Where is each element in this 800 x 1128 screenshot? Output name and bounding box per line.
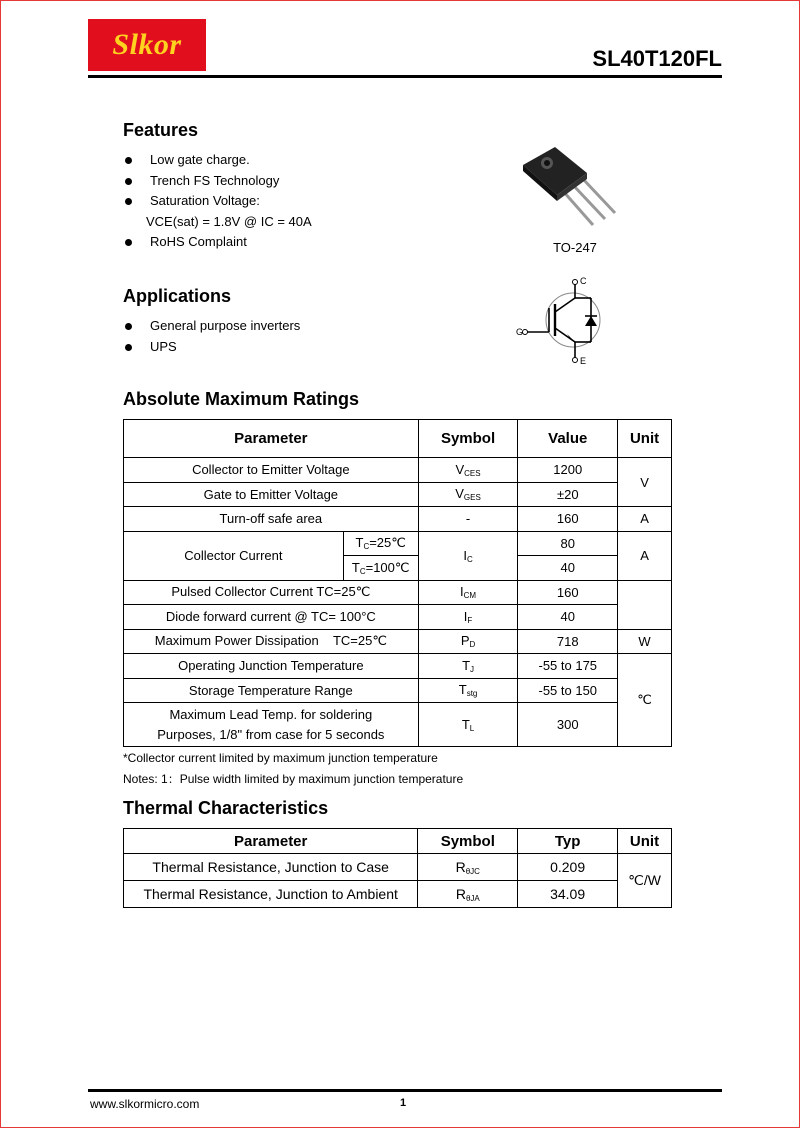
table-row: Thermal Resistance, Junction to Ambient $R_{\theta JA}$ 34.09 bbox=[124, 881, 672, 908]
table-row: Diode forward current @ TC= 100°C $I_F$ 40 bbox=[124, 605, 672, 630]
table-row: Turn-off safe area - 160 A bbox=[124, 507, 672, 532]
col-value: Value bbox=[518, 420, 618, 458]
table-header-row: Parameter Symbol Typ Unit bbox=[124, 829, 672, 854]
list-item: VCE(sat) = 1.8V @ IC = 40A bbox=[146, 213, 312, 229]
list-item: RoHS Complaint bbox=[123, 232, 312, 253]
footer-rule bbox=[88, 1089, 722, 1092]
col-symbol: Symbol bbox=[418, 420, 518, 458]
list-item: Trench FS Technology bbox=[123, 171, 312, 192]
to-247-package-icon bbox=[515, 143, 625, 238]
footer-website: www.slkormicro.com bbox=[90, 1097, 200, 1111]
table-row: Pulsed Collector Current TC=25℃ $I_{CM}$ 160 bbox=[124, 580, 672, 605]
header-rule bbox=[88, 75, 722, 78]
pin-g-label: G bbox=[516, 327, 524, 337]
list-item: General purpose inverters bbox=[123, 316, 300, 337]
note-collector: *Collector current limited by maximum junction temperature bbox=[123, 751, 438, 765]
abs-max-table bbox=[123, 419, 672, 747]
table-row: Collector Current $T_C=25℃$ $I_C$ 80 A bbox=[124, 531, 672, 556]
table-header-row bbox=[124, 420, 672, 458]
table-row: Thermal Resistance, Junction to Case $R_{\theta JC}$ 0.209 ℃/W bbox=[124, 854, 672, 881]
abs-max-title: Absolute Maximum Ratings bbox=[123, 389, 360, 409]
slkor-logo: Slkor bbox=[88, 19, 206, 71]
pin-c-label: C bbox=[580, 276, 587, 286]
note-pulse: Notes: 1：Pulse width limited by maximum junction temperature bbox=[123, 772, 464, 786]
igbt-symbol-icon bbox=[515, 272, 610, 367]
col-parameter: Parameter bbox=[124, 420, 419, 458]
thermal-table bbox=[123, 828, 672, 908]
applications-list bbox=[123, 316, 300, 357]
part-number: SL40T120FL bbox=[592, 46, 722, 71]
list-item: Low gate charge. bbox=[123, 150, 312, 171]
package-label: TO-247 bbox=[553, 240, 597, 255]
applications-title: Applications bbox=[123, 286, 232, 306]
thermal-title: Thermal Characteristics bbox=[123, 798, 329, 818]
list-item: UPS bbox=[123, 337, 300, 358]
table-row: $T_C=100℃$ 40 bbox=[124, 556, 672, 581]
col-unit: Unit bbox=[618, 420, 672, 458]
page-number: 1 bbox=[400, 1097, 407, 1109]
table-row: Maximum Power Dissipation TC=25℃ $P_D$ 718 W bbox=[124, 629, 672, 654]
table-row: Collector to Emitter Voltage $V_{CES}$ 1200 V bbox=[124, 458, 672, 483]
table-row: Operating Junction Temperature $T_J$ -55 to 175 ℃ bbox=[124, 654, 672, 679]
table-row: Maximum Lead Temp. for soldering Purposes, 1/8" from case for 5 seconds $T_L$ 300 bbox=[124, 703, 672, 747]
features-list bbox=[123, 150, 312, 253]
pin-e-label: E bbox=[580, 356, 587, 366]
list-item: Saturation Voltage: bbox=[123, 191, 312, 212]
table-row: Storage Temperature Range $T_{stg}$ -55 to 150 bbox=[124, 678, 672, 703]
features-title: Features bbox=[123, 120, 199, 140]
table-row: Gate to Emitter Voltage $V_{GES}$ ±20 bbox=[124, 482, 672, 507]
